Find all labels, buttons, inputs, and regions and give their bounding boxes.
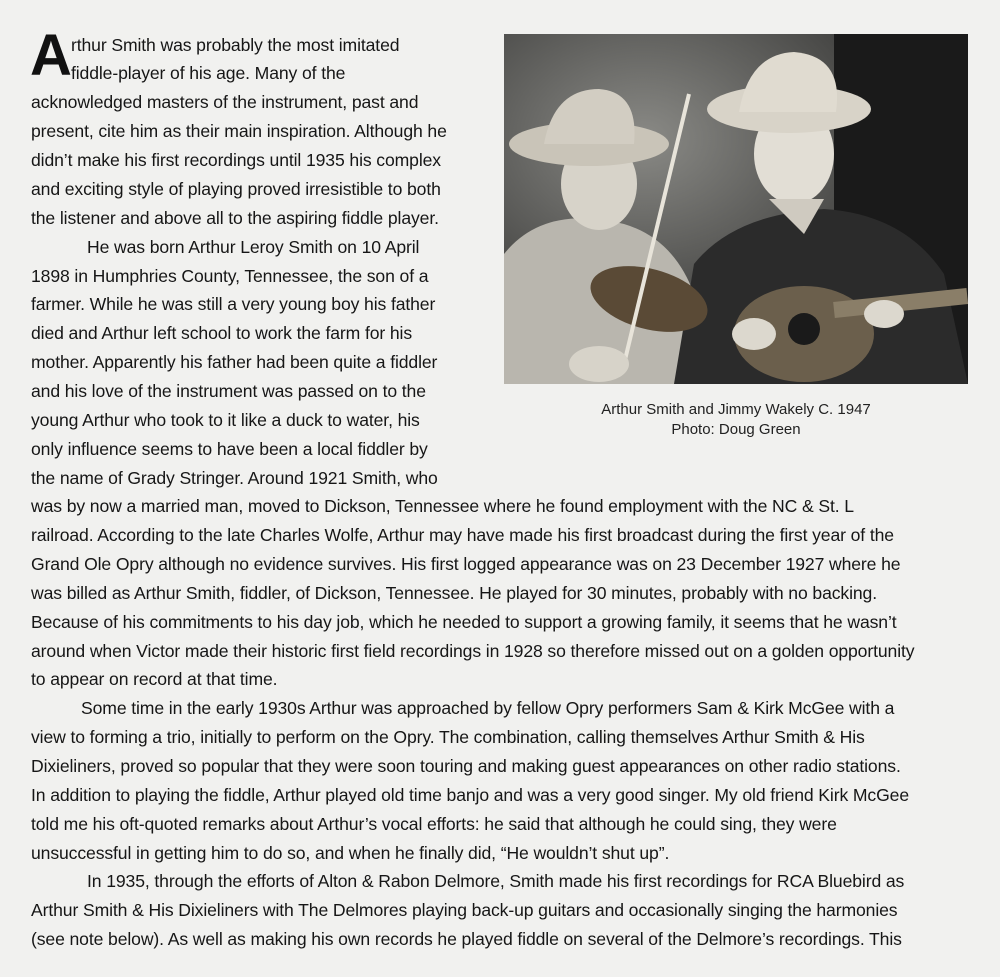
text-line: was by now a married man, moved to Dickson, Tennessee where he found employment with the NC & St. L <box>31 496 854 516</box>
text-line: view to forming a trio, initially to perform on the Opry. The combination, calling themselves Arthur Smith & His <box>31 727 865 747</box>
photo-caption <box>504 400 968 440</box>
text-line: and his love of the instrument was passed on to the <box>31 381 426 401</box>
drop-cap: A <box>30 23 72 88</box>
text-line: In addition to playing the fiddle, Arthur played old time banjo and was a very good singer. My old friend Kirk McGee <box>31 785 910 805</box>
text-line: acknowledged masters of the instrument, past and <box>31 92 419 112</box>
text-line: railroad. According to the late Charles Wolfe, Arthur may have made his first broadcast during the first year of the <box>31 525 894 545</box>
text-line: rthur Smith was probably the most imitated <box>71 35 400 55</box>
text-line: and exciting style of playing proved irresistible to both <box>31 179 441 199</box>
text-line: unsuccessful in getting him to do so, and when he finally did, “He wouldn’t shut up”. <box>31 843 670 863</box>
text-line: didn’t make his first recordings until 1935 his complex <box>31 150 441 170</box>
text-line: Grand Ole Opry although no evidence survives. His first logged appearance was on 23 December 1927 where he <box>31 554 901 574</box>
caption-title: Arthur Smith and Jimmy Wakely C. 1947 <box>601 401 871 418</box>
text-line: told me his oft-quoted remarks about Arthur’s vocal efforts: he said that although he could sing, they were <box>31 814 837 834</box>
photograph-illustration <box>504 34 968 384</box>
text-line: Arthur Smith & His Dixieliners with The Delmores playing back-up guitars and occasionally singing the harmonies <box>31 900 898 920</box>
text-line: present, cite him as their main inspiration. Although he <box>31 121 447 141</box>
text-line: mother. Apparently his father had been quite a fiddler <box>31 352 438 372</box>
text-line: the name of Grady Stringer. Around 1921 Smith, who <box>31 468 438 488</box>
text-line: the listener and above all to the aspiring fiddle player. <box>31 208 439 228</box>
photograph <box>504 34 968 384</box>
text-line: Some time in the early 1930s Arthur was approached by fellow Opry performers Sam & Kirk McGee with a <box>81 698 895 718</box>
caption-credit: Photo: Doug Green <box>671 421 801 438</box>
text-line: only influence seems to have been a local fiddler by <box>31 439 428 459</box>
text-line: was billed as Arthur Smith, fiddler, of Dickson, Tennessee. He played for 30 minutes, probably with no backing. <box>31 583 877 603</box>
text-line: around when Victor made their historic first field recordings in 1928 so therefore missed out on a golden opportunity <box>31 641 915 661</box>
text-line: In 1935, through the efforts of Alton & Rabon Delmore, Smith made his first recordings for RCA Bluebird as <box>87 871 905 891</box>
text-line: Because of his commitments to his day job, which he needed to support a growing family, it seems that he wasn’t <box>31 612 897 632</box>
text-line: 1898 in Humphries County, Tennessee, the son of a <box>31 266 429 286</box>
text-line: died and Arthur left school to work the farm for his <box>31 323 413 343</box>
text-line: (see note below). As well as making his own records he played fiddle on several of the Delmore’s recordings. This <box>31 929 902 949</box>
text-line: to appear on record at that time. <box>31 669 278 689</box>
text-line: He was born Arthur Leroy Smith on 10 April <box>87 237 420 257</box>
text-line: fiddle-player of his age. Many of the <box>71 63 346 83</box>
text-line: Dixieliners, proved so popular that they were soon touring and making guest appearances on other radio stations. <box>31 756 901 776</box>
text-line: young Arthur who took to it like a duck to water, his <box>31 410 420 430</box>
text-line: farmer. While he was still a very young boy his father <box>31 294 436 314</box>
